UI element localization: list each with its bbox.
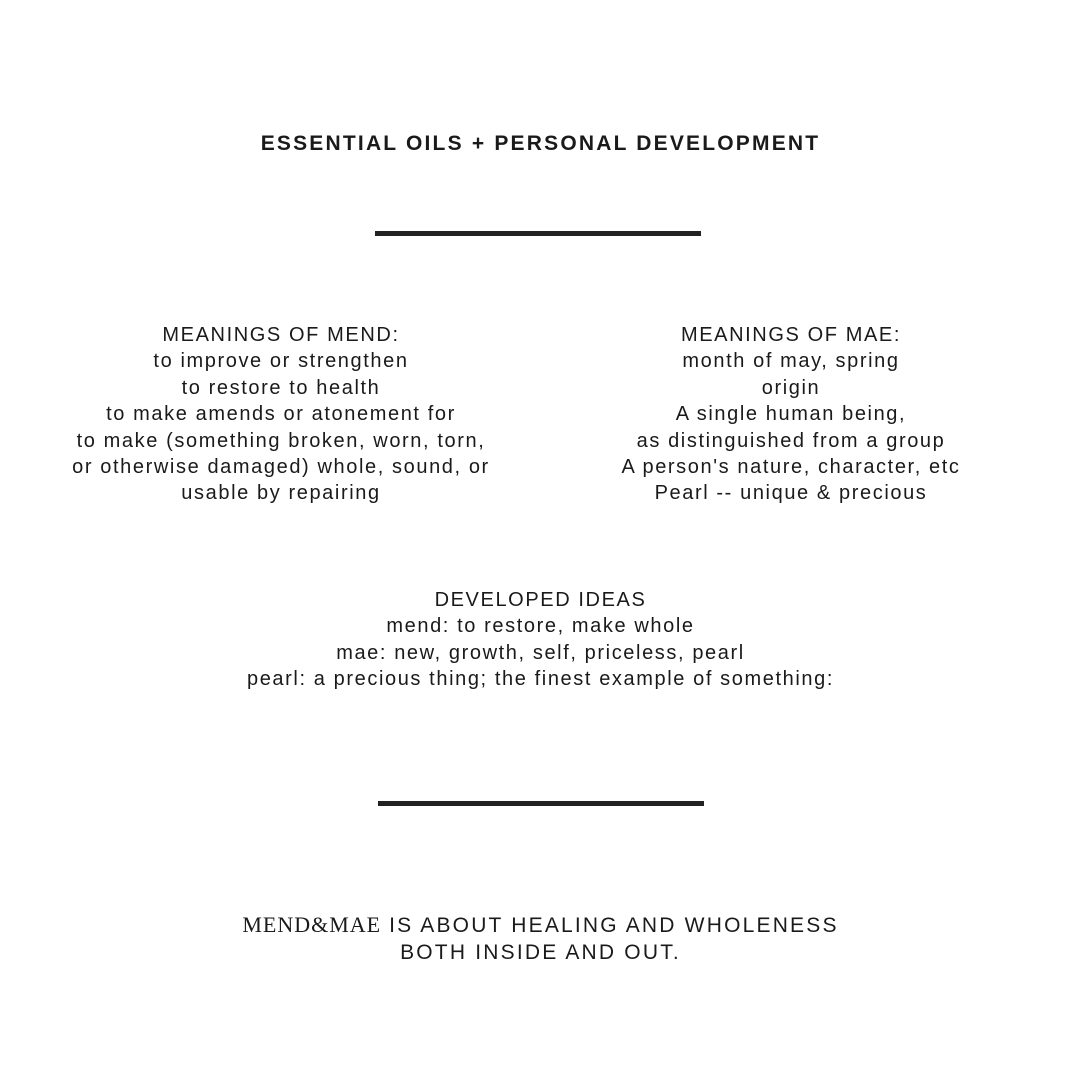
mend-meaning-line: to make (something broken, worn, torn, bbox=[76, 429, 486, 452]
mae-meaning-line: as distinguished from a group bbox=[636, 429, 946, 452]
developed-ideas-title: DEVELOPED IDEAS bbox=[434, 589, 647, 611]
developed-idea-line: pearl: a precious thing; the finest example of something: bbox=[246, 668, 835, 691]
mae-meanings-title: MEANINGS OF MAE: bbox=[680, 324, 902, 346]
closing-statement bbox=[0, 912, 1081, 966]
mend-meaning-line: to restore to health bbox=[181, 376, 381, 399]
mae-meaning-line: A person's nature, character, etc bbox=[621, 456, 961, 479]
mend-meaning-line: to improve or strengthen bbox=[153, 350, 409, 373]
mae-meanings-section bbox=[570, 322, 1012, 507]
mend-meaning-line: usable by repairing bbox=[181, 482, 381, 505]
mend-meaning-line: or otherwise damaged) whole, sound, or bbox=[72, 456, 490, 479]
mae-meaning-line: month of may, spring bbox=[682, 350, 900, 373]
mend-meanings-section bbox=[30, 322, 532, 507]
top-divider bbox=[375, 231, 701, 236]
mae-meaning-line: Pearl -- unique & precious bbox=[654, 482, 928, 505]
closing-line-1-text: IS ABOUT HEALING AND WHOLENESS bbox=[381, 914, 839, 937]
bottom-divider bbox=[378, 801, 704, 806]
developed-idea-line: mend: to restore, make whole bbox=[386, 615, 695, 638]
mend-meaning-line: to make amends or atonement for bbox=[106, 403, 456, 426]
brand-name: MEND&MAE bbox=[242, 912, 382, 937]
closing-line-2: BOTH INSIDE AND OUT. bbox=[400, 940, 681, 964]
page-heading: ESSENTIAL OILS + PERSONAL DEVELOPMENT bbox=[260, 132, 821, 155]
developed-idea-line: mae: new, growth, self, priceless, pearl bbox=[336, 641, 745, 664]
mae-meaning-line: A single human being, bbox=[675, 403, 907, 426]
developed-ideas-section bbox=[160, 587, 921, 693]
mae-meaning-line: origin bbox=[761, 376, 821, 399]
closing-line-1 bbox=[0, 912, 1081, 940]
mend-meanings-title: MEANINGS OF MEND: bbox=[162, 324, 400, 346]
